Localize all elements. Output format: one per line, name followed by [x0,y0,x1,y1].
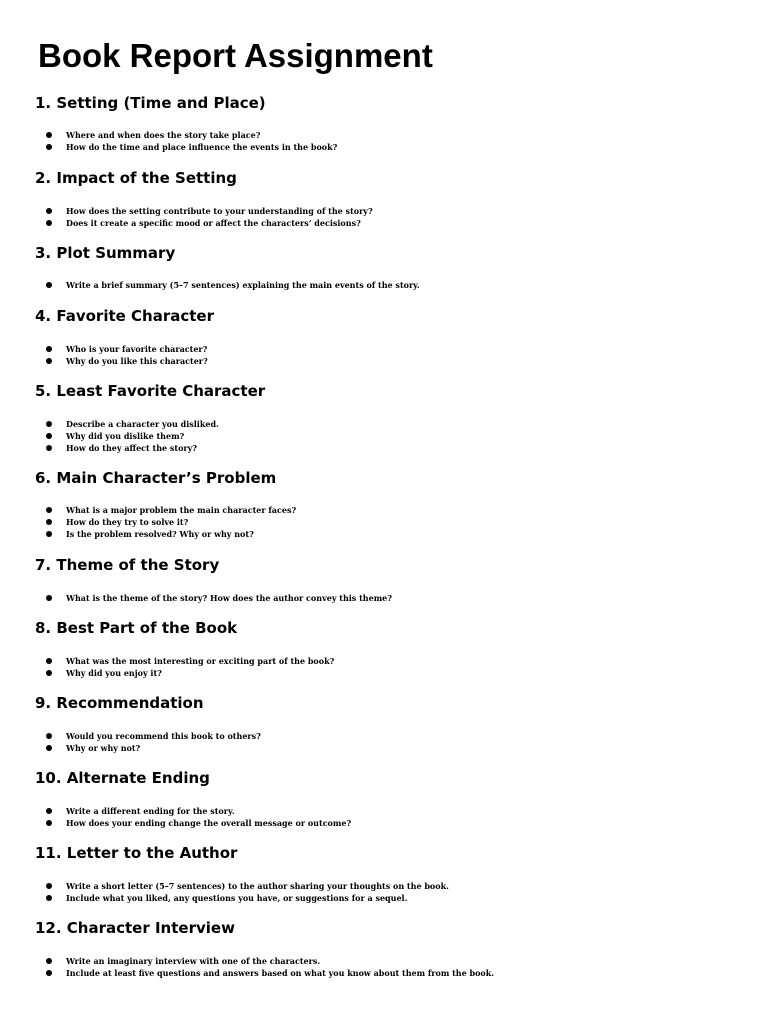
list-item: How does your ending change the overall message or outcome? [46,817,351,829]
bullet-list [46,730,261,754]
section-heading: 11. Letter to the Author [35,844,238,862]
list-item: What is the theme of the story? How does the author convey this theme? [46,592,392,604]
list-item: How do they try to solve it? [46,516,296,528]
list-item: Write a different ending for the story. [46,805,351,817]
section-theme [35,556,735,603]
bullet-dot-icon [46,531,52,537]
list-item: Why or why not? [46,742,261,754]
list-item: What is a major problem the main character faces? [46,504,296,516]
section-heading: 4. Favorite Character [35,307,214,325]
list-item: Why did you enjoy it? [46,667,334,679]
bullet-dot-icon [46,808,52,814]
list-item: What was the most interesting or exciting part of the book? [46,655,334,667]
bullet-dot-icon [46,358,52,364]
list-item: How do they affect the story? [46,442,219,454]
list-item: Is the problem resolved? Why or why not? [46,528,296,540]
section-plot-summary [35,244,735,290]
section-least-favorite-character [35,382,735,453]
bullet-list [46,205,373,229]
list-item: Why did you dislike them? [46,430,219,442]
bullet-dot-icon [46,895,52,901]
section-character-interview [35,919,735,978]
section-heading: 2. Impact of the Setting [35,169,237,187]
bullet-dot-icon [46,507,52,513]
bullet-dot-icon [46,208,52,214]
bullet-dot-icon [46,958,52,964]
section-letter-to-author [35,844,735,903]
list-item: Does it create a specific mood or affect the characters’ decisions? [46,217,373,229]
bullet-list [46,418,219,454]
bullet-dot-icon [46,658,52,664]
bullet-dot-icon [46,282,52,288]
bullet-dot-icon [46,421,52,427]
bullet-list [46,504,296,540]
bullet-dot-icon [46,346,52,352]
bullet-dot-icon [46,970,52,976]
section-best-part [35,619,735,678]
bullet-dot-icon [46,670,52,676]
bullet-dot-icon [46,132,52,138]
bullet-list [46,343,208,367]
bullet-list [46,880,449,904]
list-item: Why do you like this character? [46,355,208,367]
list-item: Where and when does the story take place? [46,129,337,141]
bullet-dot-icon [46,445,52,451]
list-item: Include what you liked, any questions you have, or suggestions for a sequel. [46,892,449,904]
list-item: How do the time and place influence the events in the book? [46,141,337,153]
bullet-dot-icon [46,519,52,525]
section-heading: 6. Main Character’s Problem [35,469,277,487]
bullet-dot-icon [46,433,52,439]
section-heading: 5. Least Favorite Character [35,382,266,400]
bullet-dot-icon [46,595,52,601]
section-setting [35,94,735,152]
bullet-dot-icon [46,144,52,150]
bullet-dot-icon [46,820,52,826]
section-impact-of-setting [35,169,735,228]
bullet-list [46,655,334,679]
bullet-list [46,592,392,604]
section-main-character-problem [35,469,735,539]
bullet-dot-icon [46,220,52,226]
list-item: Write a brief summary (5–7 sentences) explaining the main events of the story. [46,279,420,291]
bullet-list [46,805,351,829]
list-item: Who is your favorite character? [46,343,208,355]
bullet-dot-icon [46,883,52,889]
bullet-dot-icon [46,733,52,739]
list-item: Describe a character you disliked. [46,418,219,430]
section-heading: 7. Theme of the Story [35,556,220,574]
bullet-dot-icon [46,745,52,751]
section-alternate-ending [35,769,735,828]
section-heading: 1. Setting (Time and Place) [35,94,266,112]
section-heading: 8. Best Part of the Book [35,619,238,637]
list-item: Include at least five questions and answers based on what you know about them from the book. [46,967,494,979]
bullet-list [46,129,337,153]
section-favorite-character [35,307,735,366]
list-item: Write a short letter (5–7 sentences) to the author sharing your thoughts on the book. [46,880,449,892]
page-title: Book Report Assignment [38,37,433,74]
section-heading: 10. Alternate Ending [35,769,210,787]
section-recommendation [35,694,735,753]
section-heading: 9. Recommendation [35,694,204,712]
bullet-list [46,279,420,291]
list-item: How does the setting contribute to your understanding of the story? [46,205,373,217]
list-item: Would you recommend this book to others? [46,730,261,742]
list-item: Write an imaginary interview with one of the characters. [46,955,494,967]
section-heading: 3. Plot Summary [35,244,176,262]
bullet-list [46,955,494,979]
section-heading: 12. Character Interview [35,919,235,937]
